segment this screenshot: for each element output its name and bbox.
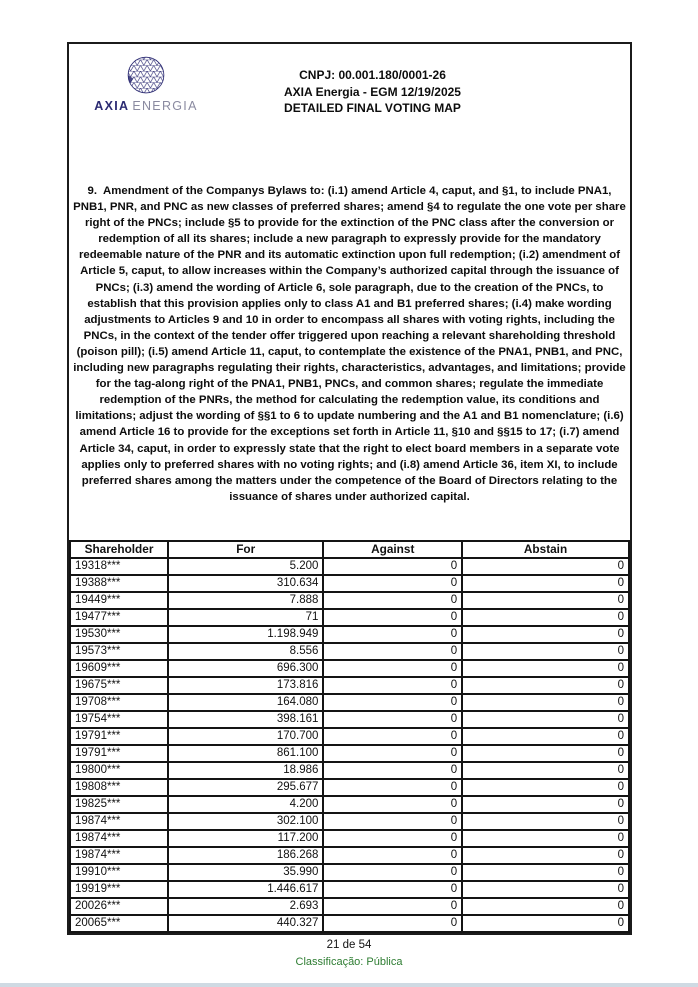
resolution-paragraph — [69, 183, 630, 505]
table-row — [70, 558, 629, 575]
table-cell: 19791*** — [70, 745, 168, 762]
column-header: Abstain — [462, 541, 629, 558]
table-cell: 19919*** — [70, 881, 168, 898]
table-cell: 8.556 — [168, 643, 323, 660]
table-cell: 5.200 — [168, 558, 323, 575]
axia-logo — [87, 54, 205, 113]
table-row — [70, 779, 629, 796]
table-cell: 0 — [323, 830, 462, 847]
table-row — [70, 660, 629, 677]
table-cell: 18.986 — [168, 762, 323, 779]
table-cell: 0 — [462, 677, 629, 694]
table-cell: 0 — [323, 847, 462, 864]
table-cell: 398.161 — [168, 711, 323, 728]
table-cell: 302.100 — [168, 813, 323, 830]
table-cell: 0 — [462, 626, 629, 643]
table-row — [70, 830, 629, 847]
table-cell: 0 — [462, 660, 629, 677]
table-cell: 19675*** — [70, 677, 168, 694]
header-meeting-title: AXIA Energia - EGM 12/19/2025 — [284, 84, 461, 99]
table-cell: 164.080 — [168, 694, 323, 711]
table-cell: 0 — [462, 745, 629, 762]
table-cell: 19874*** — [70, 830, 168, 847]
table-row — [70, 847, 629, 864]
document-header — [69, 56, 630, 128]
table-cell: 19388*** — [70, 575, 168, 592]
table-cell: 0 — [462, 728, 629, 745]
table-row — [70, 609, 629, 626]
table-cell: 19573*** — [70, 643, 168, 660]
table-cell: 20065*** — [70, 915, 168, 932]
table-cell: 0 — [323, 609, 462, 626]
table-row — [70, 898, 629, 915]
table-cell: 0 — [323, 898, 462, 915]
table-cell: 0 — [462, 847, 629, 864]
table-row — [70, 796, 629, 813]
axia-globe-icon — [124, 54, 168, 98]
table-cell: 186.268 — [168, 847, 323, 864]
table-row — [70, 745, 629, 762]
table-cell: 7.888 — [168, 592, 323, 609]
table-cell: 1.446.617 — [168, 881, 323, 898]
table-cell: 0 — [462, 796, 629, 813]
table-cell: 0 — [323, 864, 462, 881]
table-cell: 0 — [323, 881, 462, 898]
table-cell: 0 — [323, 762, 462, 779]
table-cell: 696.300 — [168, 660, 323, 677]
resolution-number: 9. — [87, 185, 98, 197]
table-cell: 19808*** — [70, 779, 168, 796]
column-header: For — [168, 541, 323, 558]
table-cell: 861.100 — [168, 745, 323, 762]
table-cell: 0 — [323, 745, 462, 762]
table-cell: 19874*** — [70, 813, 168, 830]
table-cell: 35.990 — [168, 864, 323, 881]
table-cell: 0 — [462, 898, 629, 915]
table-cell: 19609*** — [70, 660, 168, 677]
table-cell: 0 — [323, 728, 462, 745]
table-cell: 4.200 — [168, 796, 323, 813]
table-cell: 0 — [462, 762, 629, 779]
table-cell: 1.198.949 — [168, 626, 323, 643]
table-cell: 19477*** — [70, 609, 168, 626]
table-cell: 19530*** — [70, 626, 168, 643]
table-row — [70, 643, 629, 660]
brand-name-secondary: ENERGIA — [132, 99, 198, 113]
table-cell: 71 — [168, 609, 323, 626]
table-cell: 19754*** — [70, 711, 168, 728]
table-row — [70, 864, 629, 881]
table-cell: 0 — [462, 575, 629, 592]
table-cell: 0 — [323, 813, 462, 830]
classification-label: Classificação: Pública — [295, 956, 403, 968]
table-cell: 19910*** — [70, 864, 168, 881]
table-cell: 0 — [462, 864, 629, 881]
column-header: Against — [323, 541, 462, 558]
table-cell: 0 — [323, 915, 462, 932]
table-cell: 0 — [462, 609, 629, 626]
brand-name-primary: AXIA — [94, 99, 130, 113]
table-cell: 19449*** — [70, 592, 168, 609]
table-cell: 0 — [323, 575, 462, 592]
table-cell: 19874*** — [70, 847, 168, 864]
table-cell: 0 — [462, 915, 629, 932]
table-cell: 19791*** — [70, 728, 168, 745]
table-cell: 0 — [323, 660, 462, 677]
table-row — [70, 728, 629, 745]
table-cell: 117.200 — [168, 830, 323, 847]
brand-name — [87, 99, 205, 113]
table-row — [70, 592, 629, 609]
table-cell: 0 — [462, 694, 629, 711]
table-cell: 0 — [323, 626, 462, 643]
header-cnpj: CNPJ: 00.001.180/0001-26 — [299, 68, 446, 82]
header-document-title: DETAILED FINAL VOTING MAP — [284, 101, 461, 115]
table-cell: 0 — [323, 694, 462, 711]
table-cell: 0 — [323, 796, 462, 813]
table-row — [70, 711, 629, 728]
table-cell: 0 — [462, 558, 629, 575]
table-cell: 0 — [462, 779, 629, 796]
column-header: Shareholder — [70, 541, 168, 558]
table-cell: 0 — [462, 830, 629, 847]
table-cell: 19318*** — [70, 558, 168, 575]
table-cell: 440.327 — [168, 915, 323, 932]
table-cell: 19800*** — [70, 762, 168, 779]
table-cell: 310.634 — [168, 575, 323, 592]
table-cell: 295.677 — [168, 779, 323, 796]
table-row — [70, 677, 629, 694]
table-row — [70, 762, 629, 779]
table-cell: 20026*** — [70, 898, 168, 915]
table-cell: 0 — [323, 558, 462, 575]
table-row — [70, 881, 629, 898]
table-row — [70, 626, 629, 643]
voting-table — [69, 540, 630, 933]
table-cell: 0 — [323, 779, 462, 796]
voting-map-box — [67, 42, 632, 935]
resolution-text: Amendment of the Companys Bylaws to: (i.1) amend Article 4, caput, and §1, to include PNA1, PNB1, PNR, and PNC as new classes of preferred shares; amend §4 to regulate the one vote per share right of the PNCs; include §5 to provide for the extinction of the PNC class after the conversion or redemption of all its shares; include a new paragraph to expressly provide for the mandatory redeemable nature of the PNR and its automatic extinction upon full redemption; (i.2) amendment of Article 5, caput, to allow increases within the Company’s authorized capital through the issuance of PNCs; (i.3) amend the wording of Article 6, sole paragraph, due to the creation of the PNCs, to establish that this provision applies only to class A1 and B1 preferred shares; (i.4) make wording adjustments to Articles 9 and 10 in order to encompass all shares with voting rights, including the PNCs, in the context of the tender offer triggered upon reaching a relevant shareholding threshold (poison pill); (i.5) amend Article 11, caput, to contemplate the existence of the PNA1, PNB1, and PNC, including new paragraphs regulating their rights, characteristics, advantages, and limitations; provide for the tag-along right of the PNA1, PNB1, PNCs, and common shares; regulate the immediate redemption of the PNRs, the method for calculating the redemption value, its conditions and limitations; adjust the wording of §§1 to 6 to update numbering and the A1 and B1 nomenclature; (i.6) amend Article 16 to provide for the exceptions set forth in Article 11, §10 and §§15 to 17; (i.7) amend Article 34, caput, in order to expressly state that the right to elect board members in a separate vote applies only to preferred shares with no voting rights; and (i.8) amend Article 36, item XI, to include preferred shares among the matters under the competence of the Board of Directors relating to the issuance of shares under authorized capital. — [73, 185, 626, 503]
table-row — [70, 915, 629, 932]
table-header-row — [70, 541, 629, 558]
table-cell: 0 — [462, 592, 629, 609]
page-number: 21 de 54 — [326, 939, 372, 951]
table-cell: 170.700 — [168, 728, 323, 745]
table-row — [70, 694, 629, 711]
table-cell: 19825*** — [70, 796, 168, 813]
table-cell: 0 — [462, 711, 629, 728]
table-cell: 2.693 — [168, 898, 323, 915]
table-cell: 19708*** — [70, 694, 168, 711]
window-bottom-edge — [0, 983, 698, 987]
table-row — [70, 813, 629, 830]
table-cell: 0 — [323, 677, 462, 694]
table-row — [70, 575, 629, 592]
table-cell: 0 — [323, 643, 462, 660]
table-cell: 0 — [462, 813, 629, 830]
table-cell: 0 — [462, 643, 629, 660]
table-cell: 0 — [323, 592, 462, 609]
table-cell: 173.816 — [168, 677, 323, 694]
table-cell: 0 — [462, 881, 629, 898]
table-cell: 0 — [323, 711, 462, 728]
